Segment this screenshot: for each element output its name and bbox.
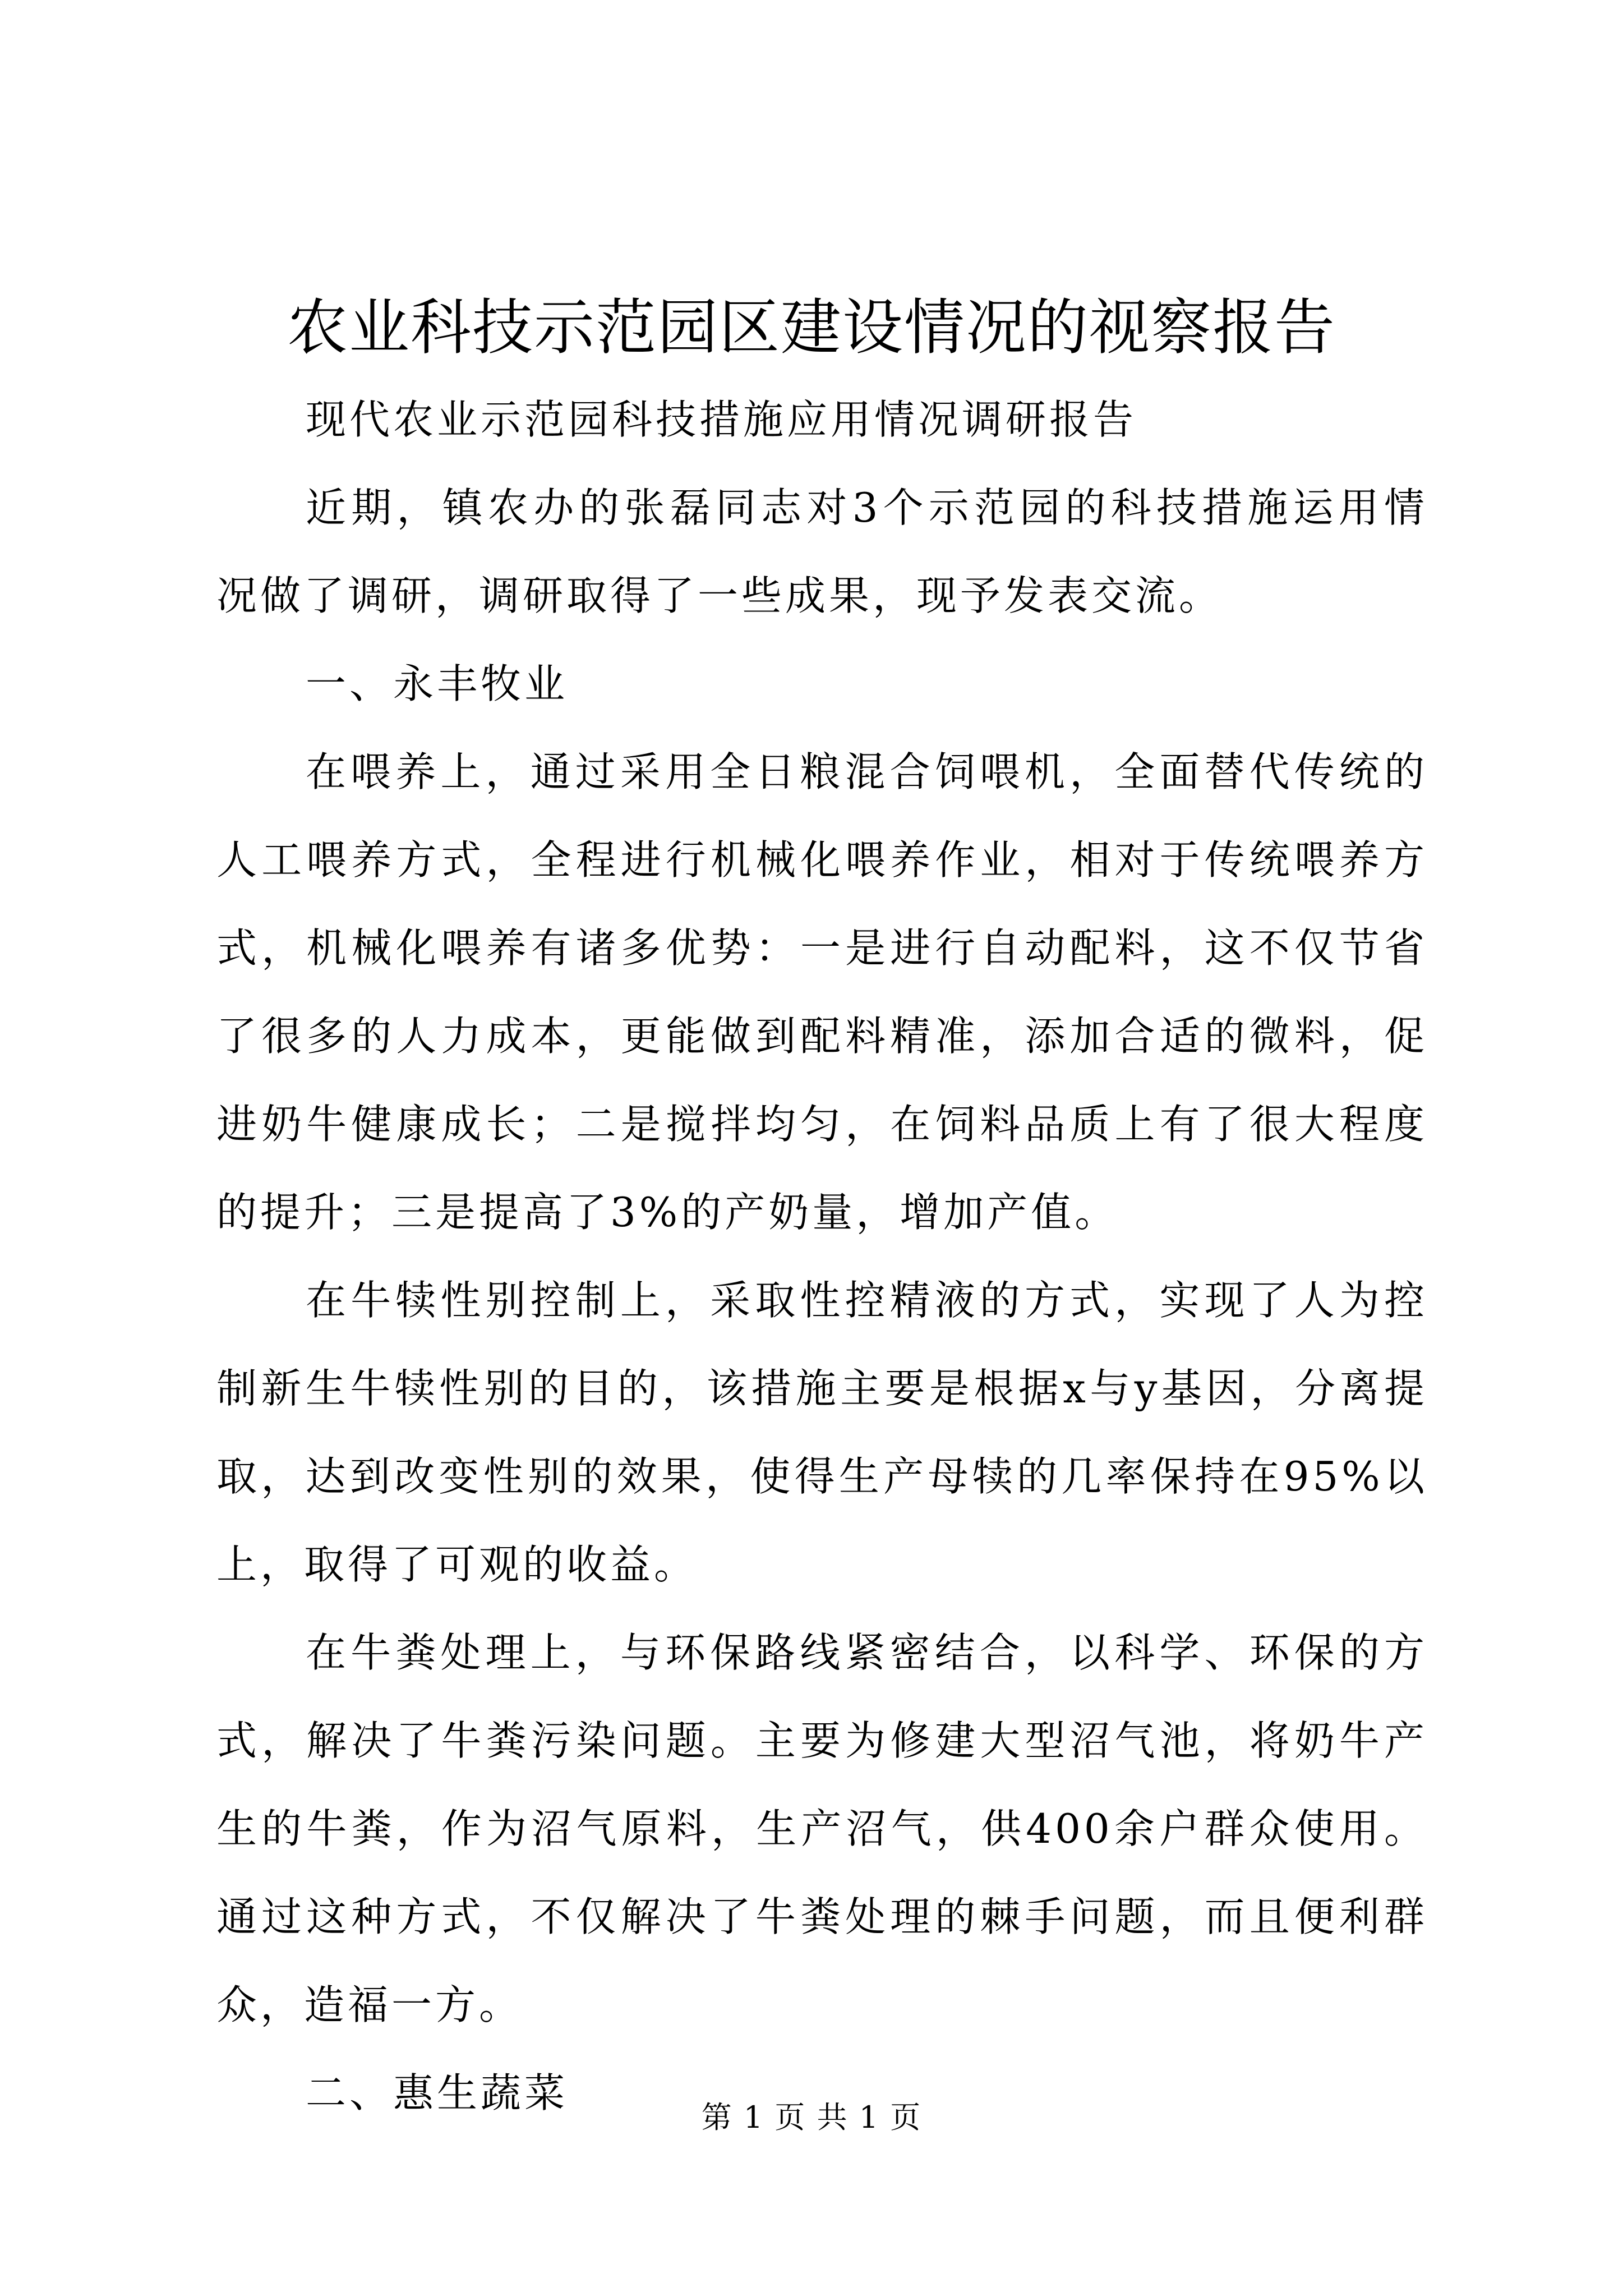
page-footer: 第 1 页 共 1 页 [701, 2100, 922, 2135]
manure-paragraph: 在牛粪处理上，与环保路线紧密结合，以科学、环保的方式，解决了牛粪污染问题。主要为修建大型沼气池，将奶牛产生的牛粪，作为沼气原料，生产沼气，供400余户群众使用。通过这种方式，不仅解决了牛粪处理的棘手问题，而且便利群众，造福一方。 [216, 1629, 1428, 2028]
intro-paragraph: 近期，镇农办的张磊同志对3个示范园的科技措施运用情况做了调研，调研取得了一些成果，现予发表交流。 [216, 484, 1428, 619]
subtitle-paragraph: 现代农业示范园科技措施应用情况调研报告 [306, 396, 1137, 443]
calf-gender-paragraph: 在牛犊性别控制上，采取性控精液的方式，实现了人为控制新生牛犊性别的目的，该措施主要是根据x与y基因，分离提取，达到改变性别的效果，使得生产母犊的几率保持在95%以上，取得了可观的收益。 [216, 1277, 1428, 1588]
document-title: 农业科技示范园区建设情况的视察报告 [287, 293, 1336, 363]
document-body [216, 376, 1428, 2137]
feeding-paragraph: 在喂养上，通过采用全日粮混合饲喂机，全面替代传统的人工喂养方式，全程进行机械化喂养作业，相对于传统喂养方式，机械化喂养有诸多优势：一是进行自动配料，这不仅节省了很多的人力成本，更能做到配料精准，添加合适的微料，促进奶牛健康成长；二是搅拌均匀，在饲料品质上有了很大程度的提升；三是提高了3%的产奶量，增加产值。 [216, 748, 1428, 1236]
section-heading-huisheng: 二、惠生蔬菜 [306, 2069, 569, 2116]
section-heading-yongfeng: 一、永丰牧业 [306, 660, 569, 707]
